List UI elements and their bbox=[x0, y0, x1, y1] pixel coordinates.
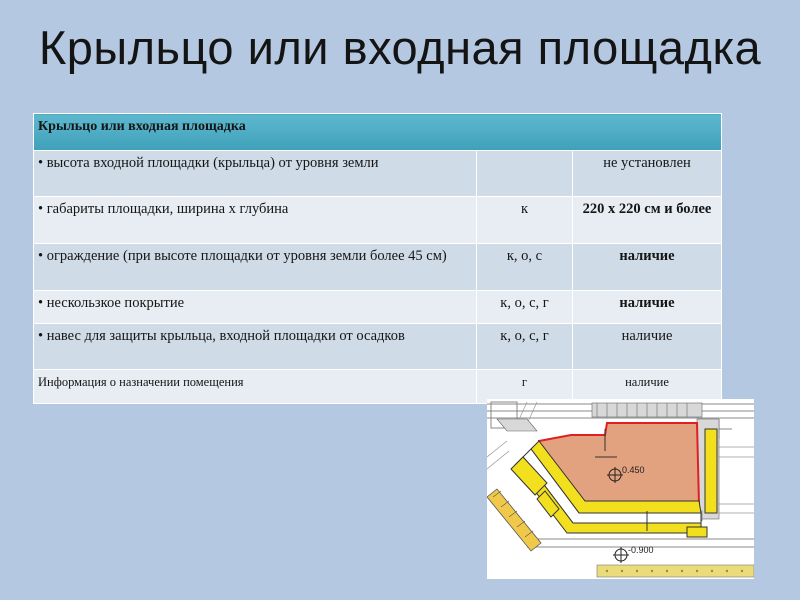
value-cell: наличие bbox=[573, 244, 722, 291]
group-cell: к, о, с, г bbox=[477, 324, 573, 370]
value-cell: наличие bbox=[573, 370, 722, 404]
group-cell: г bbox=[477, 370, 573, 404]
table-row bbox=[34, 324, 722, 370]
table-header: Крыльцо или входная площадка bbox=[34, 114, 722, 151]
value-cell: не установлен bbox=[573, 151, 722, 197]
group-cell: к, о, с bbox=[477, 244, 573, 291]
table-row bbox=[34, 291, 722, 324]
group-cell: к, о, с, г bbox=[477, 291, 573, 324]
requirement-cell: • ограждение (при высоте площадки от уровня земли более 45 см) bbox=[34, 244, 477, 291]
requirement-cell: • габариты площадки, ширина х глубина bbox=[34, 197, 477, 244]
requirement-cell: • навес для защиты крыльца, входной площадки от осадков bbox=[34, 324, 477, 370]
value-cell: наличие bbox=[573, 291, 722, 324]
porch-plan-drawing bbox=[487, 399, 754, 579]
group-cell: к bbox=[477, 197, 573, 244]
requirement-cell: Информация о назначении помещения bbox=[34, 370, 477, 404]
table-header-row bbox=[34, 114, 722, 151]
table-row bbox=[34, 151, 722, 197]
elevation-label-upper: 0.450 bbox=[622, 465, 645, 475]
group-cell bbox=[477, 151, 573, 197]
value-cell: 220 х 220 см и более bbox=[573, 197, 722, 244]
slide-title: Крыльцо или входная площадка bbox=[38, 21, 762, 74]
requirement-cell: • высота входной площадки (крыльца) от уровня земли bbox=[34, 151, 477, 197]
elevation-label-lower: -0.900 bbox=[628, 545, 654, 555]
requirements-table bbox=[33, 113, 722, 404]
value-cell: наличие bbox=[573, 324, 722, 370]
porch-plan-svg bbox=[487, 399, 754, 579]
table-row bbox=[34, 197, 722, 244]
table-row bbox=[34, 244, 722, 291]
requirement-cell: • нескользкое покрытие bbox=[34, 291, 477, 324]
